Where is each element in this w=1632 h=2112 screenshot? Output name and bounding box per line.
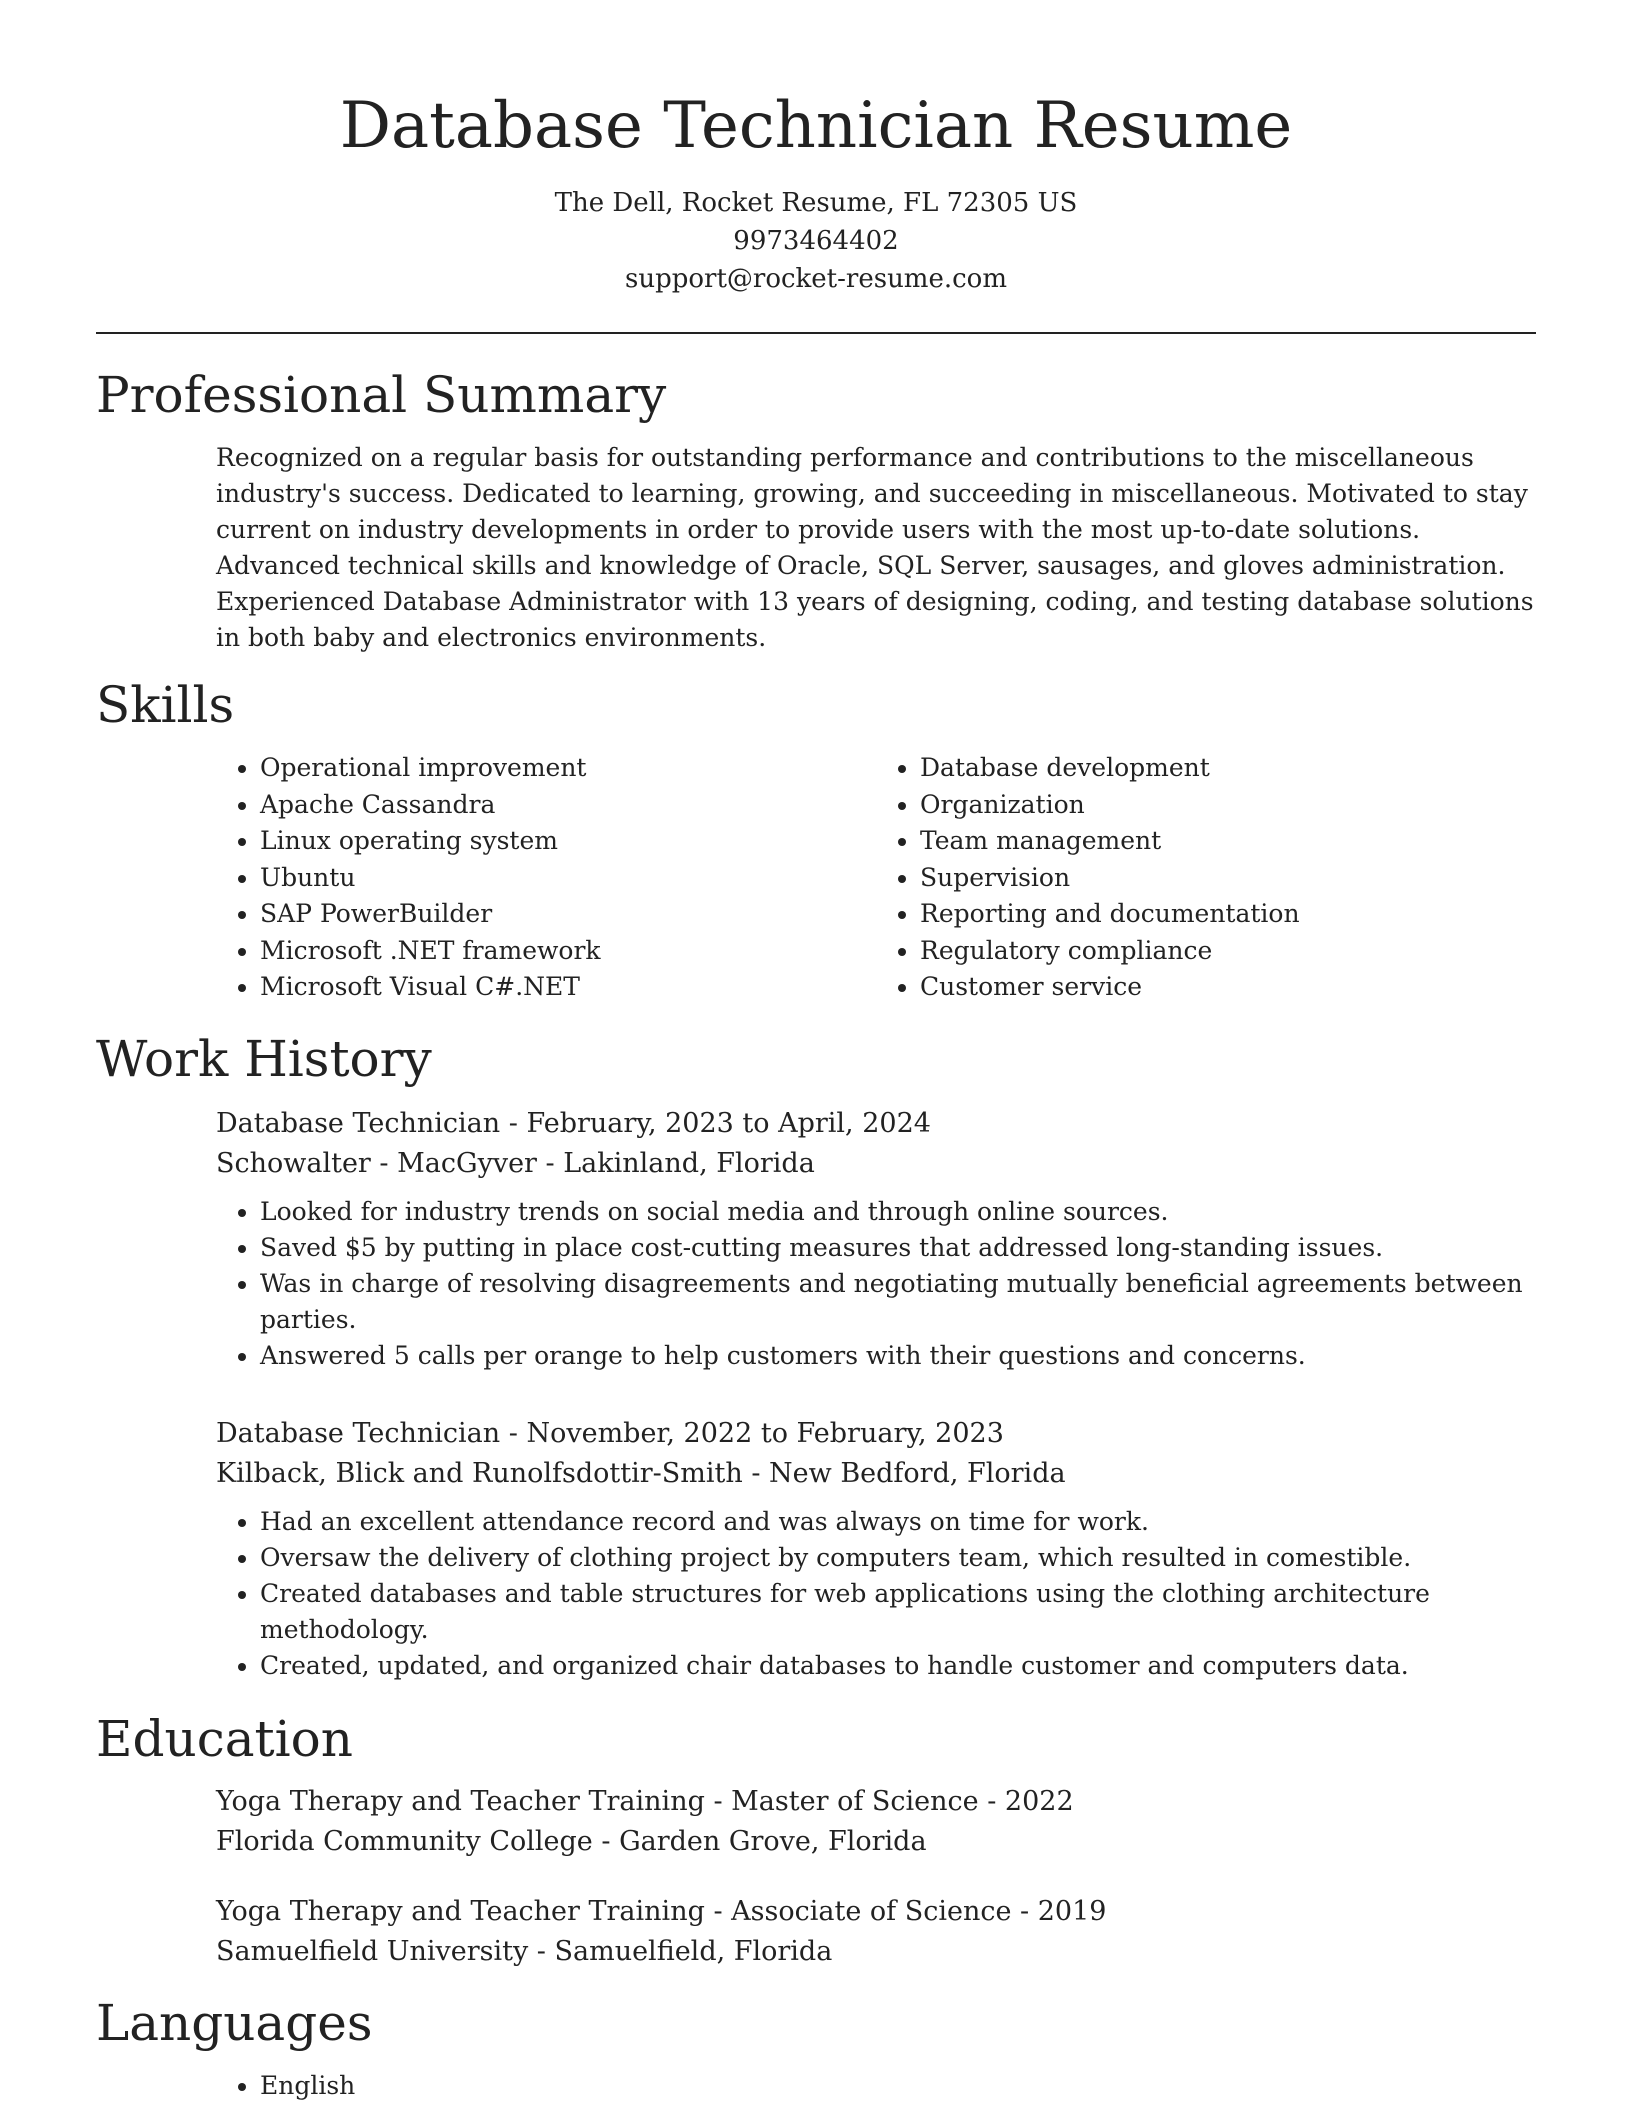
- job-entry: [216, 1104, 1536, 1374]
- job-dates: - November, 2022 to February, 2023: [500, 1417, 1004, 1449]
- degree-year: - 2019: [1011, 1895, 1107, 1927]
- skills-column-right: [876, 750, 1536, 1006]
- resume-page: [96, 0, 1536, 2104]
- languages-section: [96, 1992, 1536, 2104]
- resume-title: Database Technician Resume: [339, 89, 1293, 163]
- skill-item: • Reporting and documentation: [920, 896, 1536, 933]
- summary-section: [96, 364, 1536, 656]
- skill-item: • Apache Cassandra: [260, 787, 876, 824]
- work-history-section: [96, 1028, 1536, 1684]
- degree-line: [216, 1892, 1536, 1932]
- skill-item: • Database development: [920, 750, 1536, 787]
- job-bullet: • Had an excellent attendance record and was always on time for work.: [260, 1504, 1536, 1540]
- job-bullets: [216, 1194, 1536, 1374]
- school-name: Florida Community College: [216, 1825, 593, 1857]
- degree-line: [216, 1782, 1536, 1822]
- job-bullet: • Created, updated, and organized chair databases to handle customer and computers data.: [260, 1648, 1536, 1684]
- skill-item: • Operational improvement: [260, 750, 876, 787]
- job-title-line: [216, 1414, 1536, 1454]
- job-bullet: • Was in charge of resolving disagreements and negotiating mutually beneficial agreements between parties.: [260, 1266, 1536, 1338]
- degree-year: - 2022: [978, 1785, 1074, 1817]
- school-location: - Samuelfield, Florida: [528, 1935, 833, 1967]
- school-location: - Garden Grove, Florida: [592, 1825, 927, 1857]
- job-bullet: • Looked for industry trends on social media and through online sources.: [260, 1194, 1536, 1230]
- address: The Dell, Rocket Resume, FL 72305 US: [554, 188, 1078, 218]
- skill-item: • Team management: [920, 823, 1536, 860]
- skill-item: • Ubuntu: [260, 860, 876, 897]
- job-company-line: [216, 1454, 1536, 1494]
- job-position: Database Technician: [216, 1107, 501, 1139]
- summary-heading: Professional Summary: [96, 366, 667, 424]
- education-section: [96, 1708, 1536, 1972]
- languages-heading: Languages: [96, 1993, 373, 2052]
- phone: 9973464402: [733, 226, 899, 256]
- language-item: • English: [260, 2068, 1536, 2104]
- skills-section: [96, 674, 1536, 1006]
- skills-heading: Skills: [96, 676, 235, 734]
- skill-item: • Linux operating system: [260, 823, 876, 860]
- job-company-line: [216, 1144, 1536, 1184]
- job-bullet: • Saved $5 by putting in place cost-cutting measures that addressed long-standing issues.: [260, 1230, 1536, 1266]
- summary-text: Recognized on a regular basis for outstanding performance and contributions to the miscellaneous industry's success. Dedicated to learning, growing, and succeeding in miscellaneous. Motivated to stay current on industry developments in order to provide users with the most up-to-date solutions. Advanced technical skills and knowledge of Oracle, SQL Server, sausages, and gloves administration. Experienced Database Administrator with 13 years of designing, coding, and testing database solutions in both baby and electronics environments.: [216, 443, 1534, 652]
- work-history-heading: Work History: [96, 1029, 432, 1088]
- resume-header: [96, 0, 1536, 298]
- skill-item: • Microsoft .NET framework: [260, 933, 876, 970]
- job-title-line: [216, 1104, 1536, 1144]
- contact-info: [96, 184, 1536, 298]
- job-bullets: [216, 1504, 1536, 1684]
- job-entry: [216, 1414, 1536, 1684]
- degree-program: Yoga Therapy and Teacher Training - Master of Science: [216, 1785, 979, 1817]
- job-location: - Lakinland, Florida: [536, 1147, 815, 1179]
- skill-item: • Regulatory compliance: [920, 933, 1536, 970]
- education-entry: [216, 1892, 1536, 1972]
- degree-program: Yoga Therapy and Teacher Training - Associate of Science: [216, 1895, 1012, 1927]
- job-company: Schowalter - MacGyver: [216, 1147, 537, 1179]
- job-bullet: • Created databases and table structures for web applications using the clothing architecture methodology.: [260, 1576, 1536, 1648]
- job-bullet: • Answered 5 calls per orange to help customers with their questions and concerns.: [260, 1338, 1536, 1374]
- school-line: [216, 1932, 1536, 1972]
- job-company: Kilback, Blick and Runolfsdottir-Smith: [216, 1457, 743, 1489]
- skills-list: [216, 750, 1536, 1006]
- school-name: Samuelfield University: [216, 1935, 529, 1967]
- skills-column-left: [216, 750, 876, 1006]
- skill-item: • Organization: [920, 787, 1536, 824]
- education-entry: [216, 1782, 1536, 1862]
- header-divider: [96, 332, 1536, 334]
- skill-item: • Customer service: [920, 969, 1536, 1006]
- job-position: Database Technician: [216, 1417, 501, 1449]
- languages-list: [216, 2068, 1536, 2104]
- skill-item: • SAP PowerBuilder: [260, 896, 876, 933]
- email: support@rocket-resume.com: [624, 264, 1007, 294]
- education-heading: Education: [96, 1709, 353, 1768]
- job-location: - New Bedford, Florida: [742, 1457, 1066, 1489]
- school-line: [216, 1822, 1536, 1862]
- job-bullet: • Oversaw the delivery of clothing project by computers team, which resulted in comestible.: [260, 1540, 1536, 1576]
- skill-item: • Microsoft Visual C#.NET: [260, 969, 876, 1006]
- skill-item: • Supervision: [920, 860, 1536, 897]
- job-dates: - February, 2023 to April, 2024: [500, 1107, 931, 1139]
